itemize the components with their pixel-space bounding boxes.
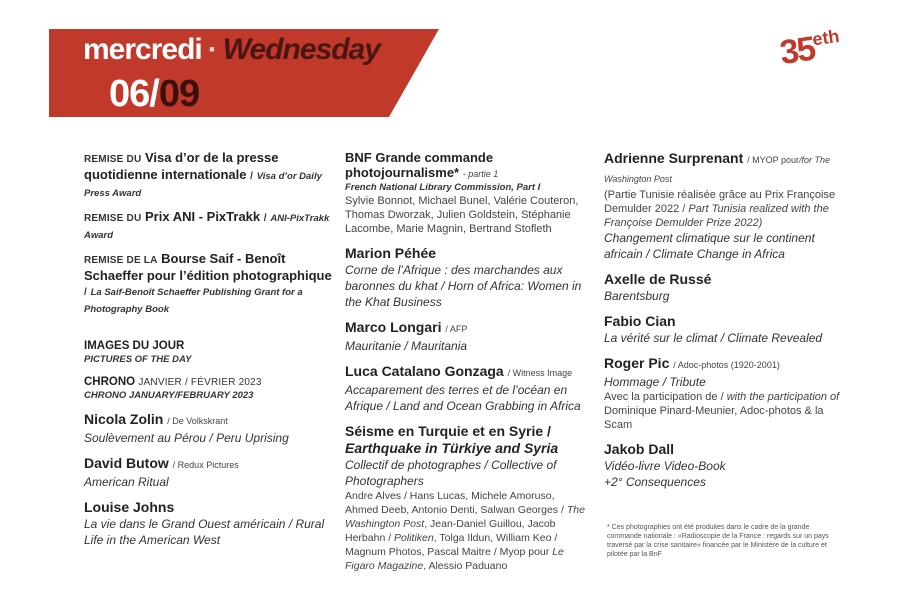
footnote: * Ces photographies ont été produites dans le cadre de la grande commande nationale : «Radioscopie de la France : regards sur un pays traversé par la crise sanitaire» financée par le Ministère de la culture et pilotée par la BnF (607, 524, 829, 558)
entry-marion-pehee (345, 245, 585, 310)
agency: / MYOP pour (747, 155, 799, 165)
award-prefix: REMISE DE LA (84, 255, 158, 266)
agency: / Witness Image (507, 368, 573, 378)
participation (604, 390, 842, 432)
photographer-name: Nicola Zolin (84, 411, 164, 427)
bnf-part: - partie 1 (462, 169, 499, 179)
agency: / Redux Pictures (172, 460, 239, 470)
award-en: ANI-PixTrakk Award (84, 213, 330, 241)
award-sep: / (250, 171, 254, 182)
entry-jakob-dall (604, 441, 842, 490)
names-publication: Politiken (394, 532, 434, 544)
photographer-name: Luca Catalano Gonzaga (345, 363, 504, 379)
award-title: Bourse Saif - Benoît Schaeffer pour l’édition photographique (84, 251, 332, 283)
story-title: Changement climatique sur le continent africain / Climate Change in Africa (604, 231, 815, 261)
agency: / Adoc-photos (1920-2001) (673, 360, 780, 370)
story-title: Soulèvement au Pérou / Peru Uprising (84, 431, 289, 445)
award-visa-dor (84, 150, 334, 200)
agency-en: /for The Washington Post (604, 155, 831, 184)
bnf-names: Sylvie Bonnot, Michael Bunel, Valérie Couteron, Thomas Dworzak, Julien Goldstein, Stéphanie Lacombe, Marie Magnin, Bertrand Stofleth (345, 195, 579, 235)
bnf-title: BNF Grande commande photojournalisme* (345, 150, 494, 180)
column-middle (345, 150, 585, 582)
images-du-jour-title: IMAGES DU JOUR (84, 340, 185, 352)
story-title: La vie dans le Grand Ouest américain / Rural Life in the American West (84, 517, 325, 547)
award-sep: / (263, 213, 267, 224)
names-part: , Jean-Daniel Guillou, Jacob Herbahn / (345, 518, 556, 544)
seisme-names (345, 489, 585, 573)
award-en: Visa d’or Daily Press Award (84, 171, 322, 199)
photographer-name: Marion Péhée (345, 245, 437, 261)
entry-seisme (345, 423, 585, 573)
photographer-name: David Butow (84, 455, 169, 471)
names-publication: The Washington Post (345, 504, 585, 530)
day-fr: mercredi (83, 33, 202, 66)
story-title: Corne de l’Afrique : des marchandes aux baronnes du khat / Horn of Africa: Women in the Khat Business (345, 263, 582, 309)
photographer-name: Axelle de Russé (604, 271, 712, 287)
photographer-name: Jakob Dall (604, 441, 675, 457)
entry-marco-longari (345, 319, 585, 354)
agency: / AFP (445, 324, 468, 334)
entry-roger-pic (604, 355, 842, 432)
chrono (84, 375, 334, 402)
entry-bnf-commande (345, 150, 585, 236)
photographer-name: Roger Pic (604, 355, 670, 371)
banner-date (109, 73, 199, 116)
names-part: Andre Alves / Hans Lucas, Michele Amoruso, Ahmed Deeb, Antonio Denti, Salwan Georges / (345, 490, 564, 516)
bnf-en: French National Library Commission, Part I (345, 182, 541, 193)
participation-names: Dominique Pinard-Meunier, Adoc-photos & la Scam (604, 405, 824, 431)
story-title: Vidéo-livre Video-Book (604, 459, 726, 473)
award-ani-pixtrakk (84, 209, 334, 242)
chrono-en: CHRONO JANUARY/FEBRUARY 2023 (84, 390, 254, 401)
participation-en: with the participation of (726, 391, 840, 403)
story-title: Mauritanie / Mauritania (345, 339, 468, 353)
seisme-collective: Collectif de photographes / Collective of Photographers (345, 458, 557, 488)
column-left (84, 150, 334, 557)
story-title: Accaparement des terres et de l’océan en Afrique / Land and Ocean Grabbing in Africa (345, 383, 581, 413)
day-separator: · (207, 33, 217, 66)
agency: / De Volkskrant (167, 416, 228, 426)
names-part: , Tolga Ildun, William Keo / Magnum Photos, Pascal Maitre / Myop pour (345, 532, 558, 558)
entry-fabio-cian (604, 313, 842, 346)
note-fr: (Partie Tunisie réalisée grâce au Prix Françoise Demulder 2022 / (604, 189, 836, 215)
story-title: La vérité sur le climat / Climate Revealed (604, 331, 823, 345)
date-day: 06/ (109, 73, 159, 115)
photographer-name: Louise Johns (84, 499, 175, 515)
edition-suffix: eth (811, 25, 841, 50)
entry-axelle-de-russe (604, 271, 842, 304)
names-part: , Alessio Paduano (423, 560, 508, 572)
images-du-jour-en: PICTURES OF THE DAY (84, 354, 192, 365)
photographer-name: Marco Longari (345, 319, 442, 335)
story-title: American Ritual (84, 475, 169, 489)
story-subtitle: +2° Consequences (604, 475, 706, 489)
award-sep: / (84, 287, 87, 298)
day-en: Wednesday (222, 33, 380, 66)
date-banner (49, 29, 439, 117)
award-title: Visa d’or de la presse quotidienne internationale (84, 150, 279, 182)
entry-nicola-zolin (84, 411, 334, 446)
column-right (604, 150, 842, 499)
entry-david-butow (84, 455, 334, 490)
award-prefix: REMISE DU (84, 154, 142, 165)
participation-fr: Avec la participation de / (604, 391, 724, 403)
award-bourse-saif (84, 251, 334, 316)
note-en: Part Tunisia realized with the Françoise Demulder Prize 2022) (604, 203, 829, 229)
date-month: 09 (158, 73, 200, 115)
edition-number: 35 (777, 29, 817, 73)
entry-luca-catalano-gonzaga (345, 363, 585, 414)
seisme-title-fr: Séisme en Turquie et en Syrie / (345, 423, 551, 439)
surprenant-note (604, 188, 842, 230)
story-title: Hommage / Tribute (604, 375, 706, 389)
entry-louise-johns (84, 499, 334, 548)
award-en: La Saif-Benoît Schaeffer Publishing Grant for a Photography Book (84, 287, 303, 315)
award-title: Prix ANI - PixTrakk (145, 209, 261, 224)
photographer-name: Fabio Cian (604, 313, 676, 329)
seisme-title-en: Earthquake in Türkiye and Syria (345, 440, 559, 456)
photographer-name: Adrienne Surprenant (604, 150, 744, 166)
names-publication: Le Figaro Magazine (345, 546, 564, 572)
banner-day (83, 33, 380, 67)
edition-logo (778, 26, 844, 73)
entry-adrienne-surprenant (604, 150, 842, 262)
images-du-jour (84, 339, 334, 366)
story-title: Barentsburg (604, 289, 670, 303)
chrono-title: CHRONO (84, 376, 136, 388)
chrono-dates: JANVIER / FÉVRIER 2023 (138, 377, 262, 388)
award-prefix: REMISE DU (84, 213, 142, 224)
